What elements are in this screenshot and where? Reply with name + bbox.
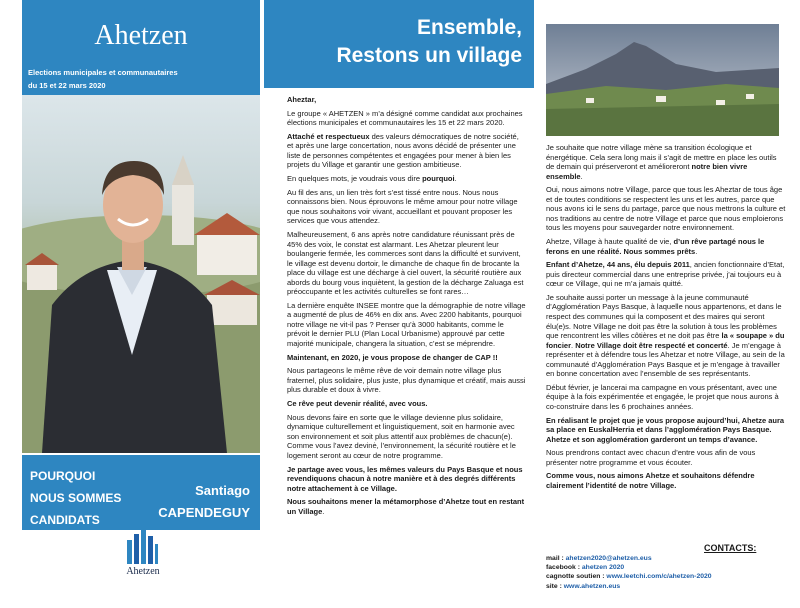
right-paragraph: Enfant d’Ahetze, 44 ans, élu depuis 2011, ancien fonctionnaire d’Etat, puis directeur commercial dans une entreprise privée, j’ai toujours eu à cœur ce Village, qui ne m’a jamais quitté. xyxy=(546,260,785,289)
landscape-photo xyxy=(546,24,779,136)
letter-paragraph: Malheureusement, 6 ans après notre candidature réunissant près de 45% des voix, le constat est alarmant. Les Ahetzar pleurent leur boulangerie fermée, les commerces sont dans la difficulté et survivent, le village est devenu dortoir, le dimanche de chaque fin de brocante la place du village est une décharge à ciel ouvert, la sécurité routière aux abords du bourg vous inquiètent, la gestion de la décharge Zaluaga est préoccupante et les activités culturelles se font rares… xyxy=(287,230,524,297)
right-body xyxy=(546,143,786,495)
letter-paragraph: Le groupe « AHETZEN » m’a désigné comme candidat aux prochaines élections municipales et communautaires les 15 et 22 mars 2020. xyxy=(287,108,523,128)
letter-paragraph: Attaché et respectueux des valeurs démocratiques de notre société, et après une large concertation, nous avons décidé de présenter une liste de personnes compétentes et engagées pour mener à bien les projets du Village et garantir une gestion ambitieuse. xyxy=(287,131,519,170)
letter-greeting: Aheztar, xyxy=(287,95,317,104)
contact-facebook[interactable]: facebook : ahetzen 2020 xyxy=(546,564,625,572)
letter-body xyxy=(287,95,527,521)
right-paragraph: Nous prendrons contact avec chacun d’entre vous afin de vous présenter notre programme et vous écouter. xyxy=(546,448,756,467)
candidate-first-name: Santiago xyxy=(195,483,250,498)
right-paragraph: Je souhaite aussi porter un message à la jeune communauté d’Agglomération Pays Basque, à laquelle nous appartenons, et dans le respect des communes qui la composent et des maires qui seront élu(e)s. Notre Village ne doit pas être la solution à tous les problèmes que rencontrent les villes côtières et ne doit pas être la « soupape » du foncier. Notre Village doit être respecté et concerté. Je m’engage à représenter et à défendre tous les Ahetzar et notre Village, au sein de la communauté d’Agglomération Pays Basque et je m’engage à travailler en bonne concertation avec l’ensemble de ses représentants. xyxy=(546,292,785,379)
contacts-title: CONTACTS: xyxy=(704,543,757,553)
slogan-header xyxy=(264,0,534,88)
letter-paragraph: Au fil des ans, un lien très fort s’est tissé entre nous. Nous nous connaissons bien. Nous éprouvons le même amour pour notre village que nous souhaitons voir vivant, accueillant et pouvant proposer les services que vous attendez. xyxy=(287,187,518,226)
contacts-list xyxy=(546,554,712,591)
slogan-line-1: Ensemble, xyxy=(416,16,522,39)
letter-paragraph: Je partage avec vous, les mêmes valeurs du Pays Basque et nous revendiquons chacun à notre manière et à des degrés différents notre attachement à ce Village. xyxy=(287,464,523,493)
slogan-line-2: Restons un village xyxy=(336,44,522,67)
candidate-photo xyxy=(22,95,260,453)
why-line-3: CANDIDATS xyxy=(30,513,100,527)
elections-line-1: Elections municipales et communautaires xyxy=(28,68,178,77)
brand-title: Ahetzen xyxy=(94,20,188,51)
left-header xyxy=(22,0,260,95)
letter-paragraph: La dernière enquête INSEE montre que la démographie de notre village a augmenté de plus de 46% en dix ans. Avec 2200 habitants, pourquoi notre village ne vit-il pas ? Penser qu’à 3000 habitants, comme le prévoit le dernier PLU (Plan Local Urbanisme) approuvé par cette majorité municipale, changera la situation, c’est se méprendre. xyxy=(287,300,526,348)
candidate-photo-illustration xyxy=(22,95,260,453)
letter-paragraph: Maintenant, en 2020, je vous propose de changer de CAP !! xyxy=(287,352,498,362)
logo-text: Ahetzen xyxy=(126,566,160,577)
right-paragraph: Je souhaite que notre village mène sa transition écologique et énergétique. Cela sera long mais il s’agit de mettre en place les outils de demain qui préserveront et amélioreront notre bien vivre ensemble. xyxy=(546,143,777,181)
right-paragraph: En réalisant le projet que je vous propose aujourd’hui, Ahetze aura sa place en EuskalHerria et dans l’agglomération Pays Basque. Ahetze et son agglomération garderont un temps d’avance. xyxy=(546,415,785,444)
candidate-banner xyxy=(22,455,260,530)
elections-line-2: du 15 et 22 mars 2020 xyxy=(28,81,106,90)
letter-paragraph: Nous souhaitons mener la métamorphose d’Ahetze tout en restant un Village. xyxy=(287,497,525,516)
letter-paragraph: En quelques mots, je voudrais vous dire pourquoi. xyxy=(287,174,457,184)
right-paragraph: Début février, je lancerai ma campagne en vous présentant, avec une équipe à la fois expérimentée et engagée, le projet que nous aurons à co-construire dans les 6 prochaines années. xyxy=(546,382,779,411)
letter-paragraph: Nous devons faire en sorte que le village devienne plus solidaire, dynamique culturellement et linguistiquement, soit en harmonie avec son environnement et soit plus attentif aux problèmes de chacun(e). Comme vous l’avez devinė, l’environnement, la sécurité routière et le logement seront au cœur de notre programme. xyxy=(287,412,516,460)
right-paragraph: Oui, nous aimons notre Village, parce que tous les Aheztar de tous âge et de toutes conditions se respectent les uns et les autres, parce que nous avons ici le sens du partage, parce que nous mettrons la culture et nos traditions au centre de notre Village et parce que nous emploierons tous les moyens pour sauvegarder notre environnement. xyxy=(546,185,786,233)
candidate-last-name: CAPENDEGUY xyxy=(158,505,250,520)
why-line-2: NOUS SOMMES xyxy=(30,491,122,505)
letter-paragraph: Ce rêve peut devenir réalité, avec vous. xyxy=(287,399,428,409)
contact-cagnotte[interactable]: cagnotte soutien : www.leetchi.com/c/ahetzen-2020 xyxy=(546,573,712,581)
contact-site[interactable]: site : www.ahetzen.eus xyxy=(546,582,621,590)
right-paragraph: Comme vous, nous aimons Ahetze et souhaitons défendre clairement l’identité de notre Village. xyxy=(546,471,755,490)
right-paragraph: Ahetze, Village à haute qualité de vie, d’un rêve partagé nous le ferons en une réalité. Nous sommes prêts. xyxy=(546,237,765,256)
contact-mail[interactable]: mail : ahetzen2020@ahetzen.eus xyxy=(546,555,652,562)
letter-paragraph: Nous partageons le même rêve de voir demain notre village plus fraternel, plus solidaire, plus juste, plus dynamique et créatif, mais aussi plus durable et doux à vivre. xyxy=(287,366,526,395)
ahetzen-logo-icon xyxy=(125,530,159,568)
why-line-1: POURQUOI xyxy=(30,469,96,483)
